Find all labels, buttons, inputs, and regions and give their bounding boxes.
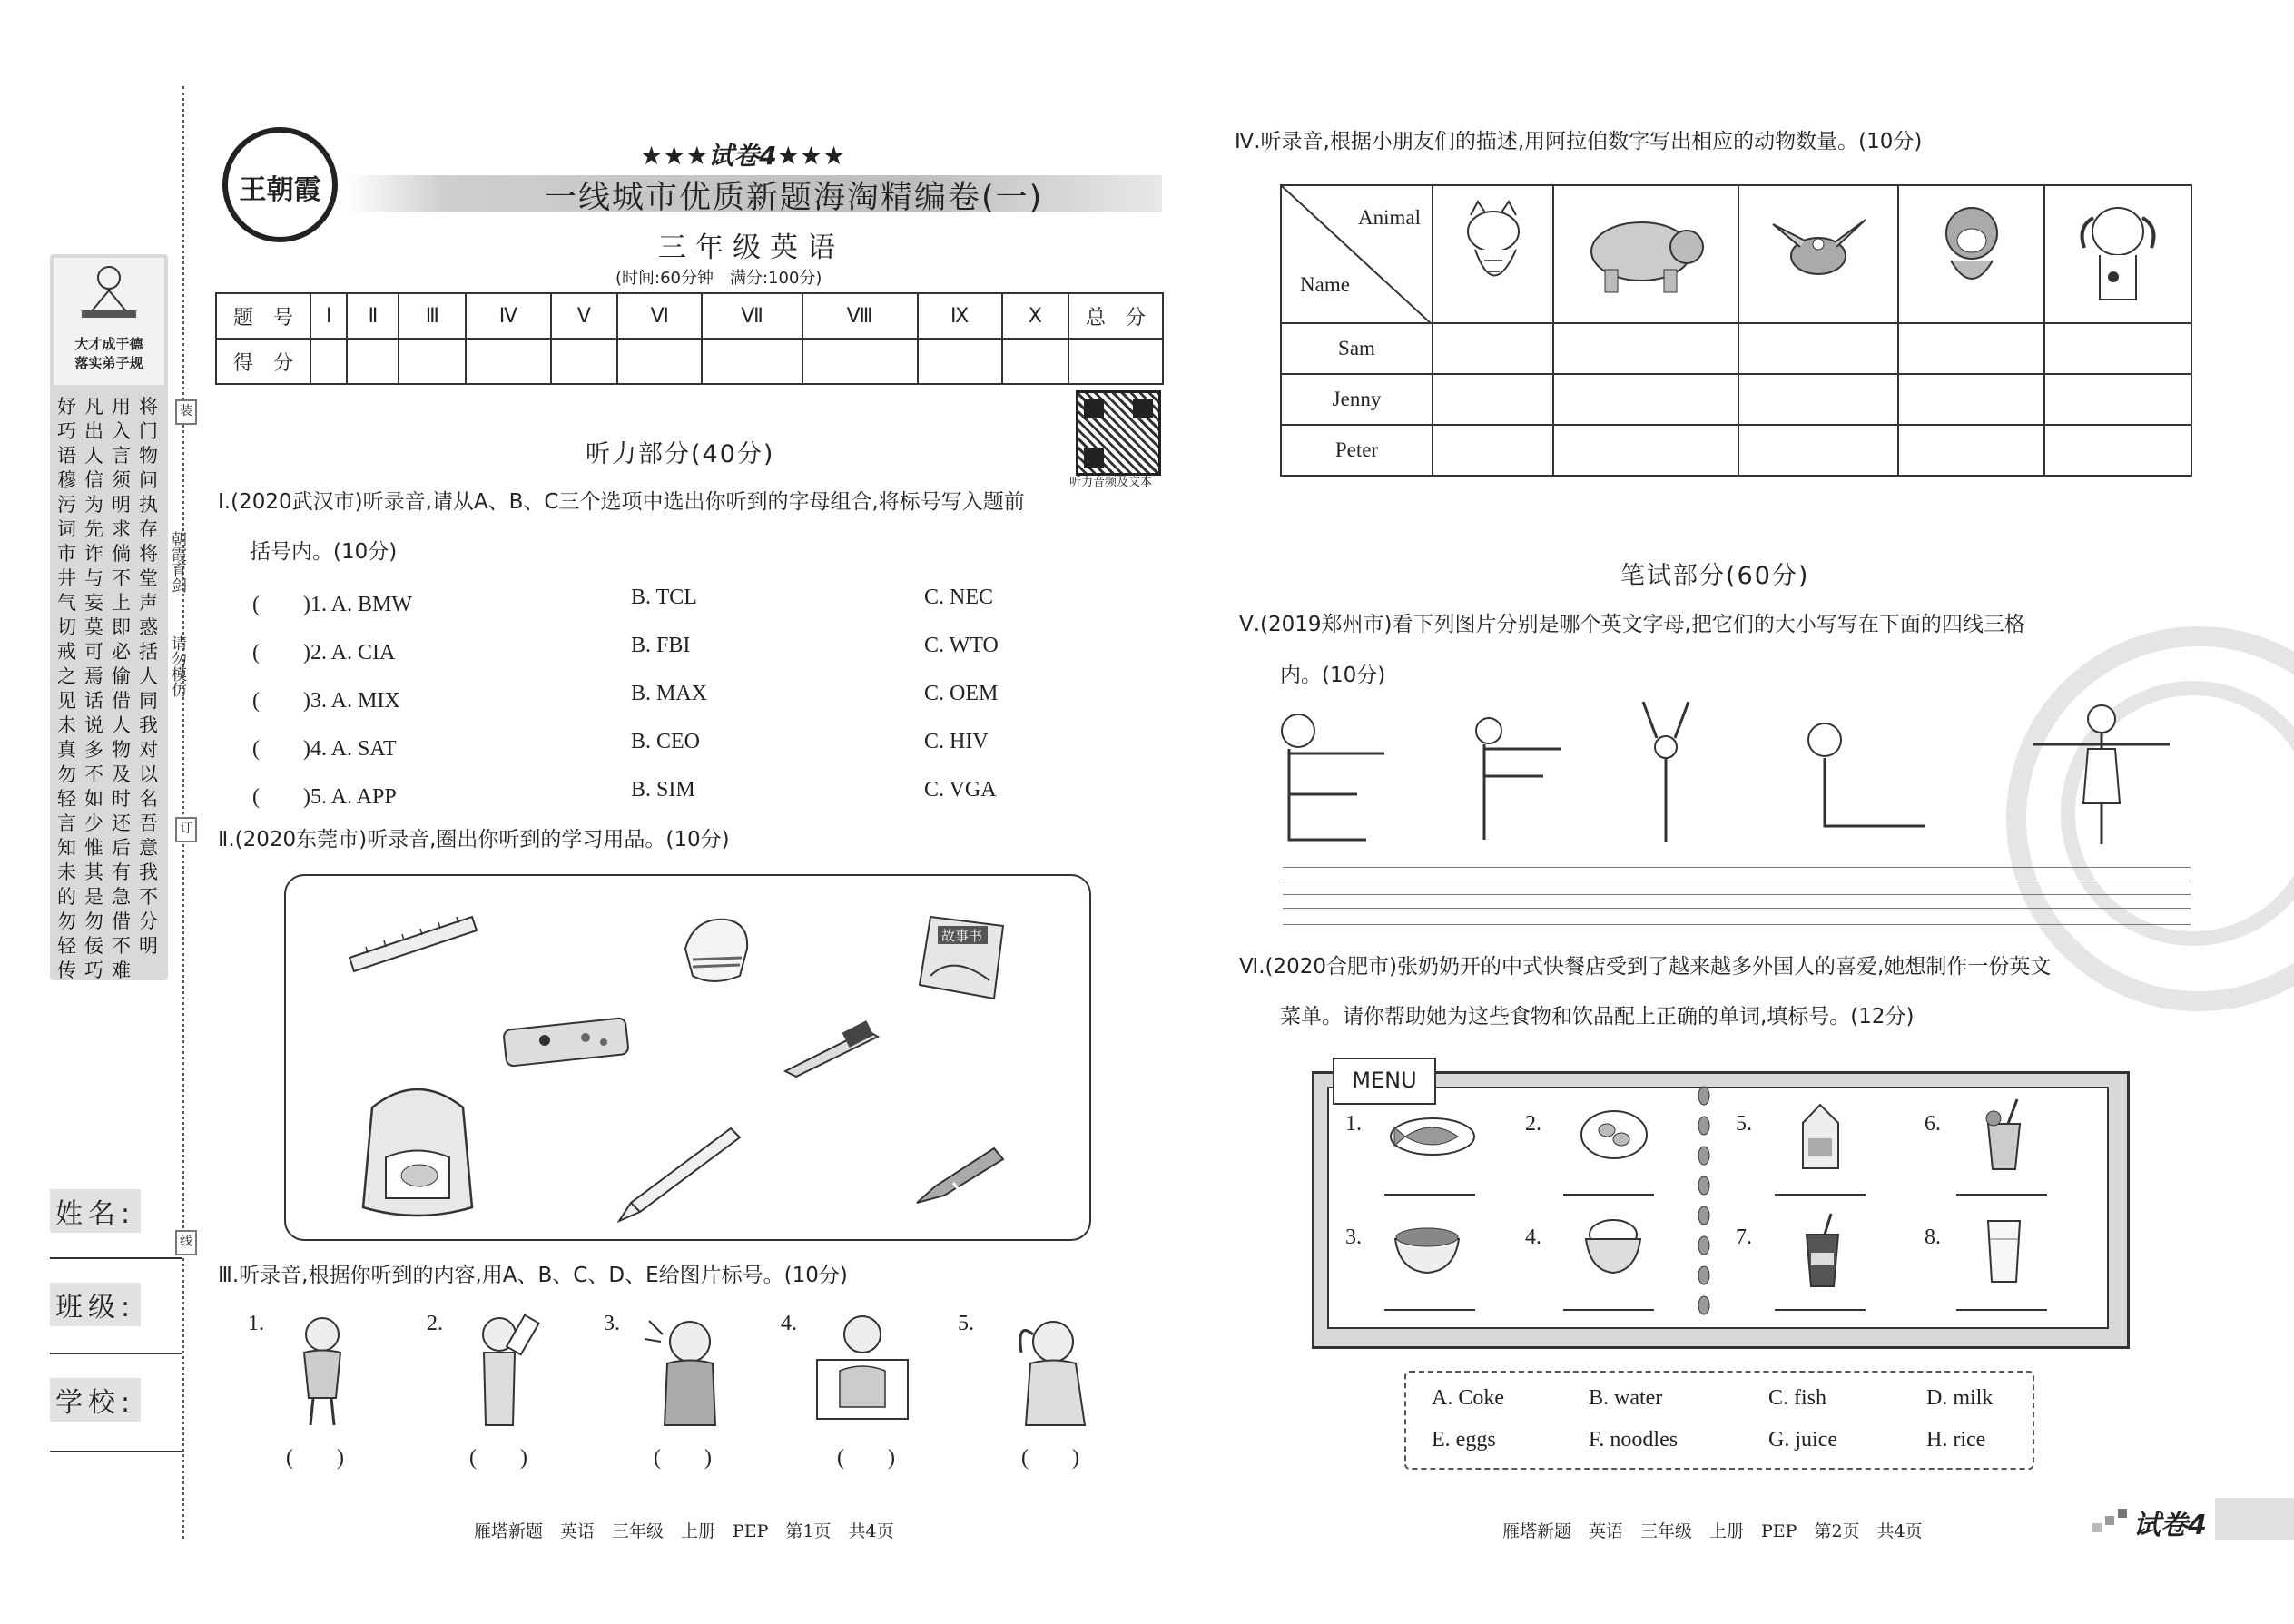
q1-item-c: C. HIV (924, 730, 989, 753)
score-table (215, 292, 1164, 385)
animal-header-row (1281, 185, 2191, 323)
bird-icon (1764, 206, 1873, 297)
menu-number: 5. (1736, 1112, 1752, 1136)
eggs-dish-icon (1578, 1103, 1650, 1162)
child-stomachache-illustration (272, 1307, 372, 1430)
menu-number: 6. (1925, 1112, 1941, 1136)
ruler-icon[interactable] (345, 908, 481, 980)
word-option: A. Coke (1432, 1386, 1504, 1410)
q1-item-c: C. NEC (924, 586, 994, 609)
q1-item-b: B. CEO (631, 730, 701, 753)
pencil-case-icon[interactable] (499, 1015, 635, 1069)
word-option: F. noodles (1589, 1428, 1679, 1452)
count-cell[interactable] (1553, 323, 1738, 374)
animal-cell-bear (1553, 185, 1738, 323)
score-cell[interactable] (466, 339, 551, 384)
q5-text-2: 内。(10分) (1280, 664, 1386, 687)
eraser-icon[interactable] (676, 912, 758, 989)
count-cell[interactable] (1433, 323, 1553, 374)
child-drinking-illustration (458, 1307, 558, 1430)
count-cell[interactable] (1433, 425, 1553, 476)
binding-mark: 线 (175, 1230, 197, 1255)
q3-answer-paren[interactable]: ( ) (837, 1446, 895, 1470)
menu-answer-line[interactable] (1384, 1309, 1475, 1311)
water-glass-icon (1984, 1216, 2024, 1284)
menu-number: 7. (1736, 1225, 1752, 1249)
q3-answer-paren[interactable]: ( ) (654, 1446, 712, 1470)
binding-mark: 装 (175, 399, 197, 425)
four-line-grid[interactable] (1283, 867, 2191, 930)
dog-icon (2068, 195, 2168, 309)
qr-caption: 听力音频及文本 (1069, 476, 1153, 489)
q1-text-2: 括号内。(10分) (250, 540, 398, 564)
menu-number: 1. (1345, 1112, 1362, 1136)
count-cell[interactable] (1553, 374, 1738, 425)
q1-item-a: ( )2. A. CIA (252, 641, 396, 664)
score-col: Ⅸ (918, 293, 1002, 339)
count-cell[interactable] (1738, 425, 1898, 476)
storybook-icon[interactable] (912, 903, 1012, 1008)
q3-number: 1. (248, 1312, 264, 1335)
q1-item-b: B. FBI (631, 634, 691, 657)
menu-number: 4. (1525, 1225, 1541, 1249)
menu-number: 8. (1925, 1225, 1941, 1249)
footer-left: 雁塔新题 英语 三年级 上册 PEP 第1页 共4页 (474, 1521, 894, 1541)
score-row-label: 得 分 (216, 339, 310, 384)
corner-bar (2215, 1498, 2294, 1540)
row-name: Jenny (1281, 374, 1433, 425)
animal-row (1281, 323, 2191, 374)
score-cell[interactable] (399, 339, 466, 384)
q2-text: Ⅱ.(2020东莞市)听录音,圈出你听到的学习用品。(10分) (218, 828, 730, 851)
cat-icon (1452, 197, 1534, 306)
q3-number: 3. (604, 1312, 620, 1335)
q3-number: 2. (427, 1312, 443, 1335)
q3-answer-paren[interactable]: ( ) (1021, 1446, 1079, 1470)
paper-title: 一线城市优质新题海淘精编卷(一) (545, 180, 1044, 216)
motto-header-line1: 大才成于德 (74, 336, 143, 352)
paper-label: ★★★试卷4★★★ (640, 141, 846, 171)
q3-answer-paren[interactable]: ( ) (286, 1446, 344, 1470)
q3-answer-paren[interactable]: ( ) (469, 1446, 527, 1470)
name-line[interactable] (50, 1257, 182, 1259)
body-letter-f-illustration (1462, 713, 1570, 849)
header-animal-label: Animal (1358, 206, 1421, 229)
score-header-label: 题 号 (216, 293, 310, 339)
paper-tag: 试卷4 (2133, 1510, 2207, 1541)
q1-item-a: ( )3. A. MIX (252, 689, 400, 713)
q1-item-a: ( )4. A. SAT (252, 737, 397, 761)
fish-dish-icon (1387, 1109, 1478, 1159)
header-name-label: Name (1300, 273, 1350, 296)
listening-heading: 听力部分(40分) (586, 440, 775, 468)
word-option: C. fish (1768, 1386, 1827, 1410)
row-name: Peter (1281, 425, 1433, 476)
count-cell[interactable] (1898, 425, 2045, 476)
q3-number: 4. (781, 1312, 797, 1335)
score-col: Ⅲ (399, 293, 466, 339)
motto-column: 凡出人 信为先 诈与妄 莫可焉 话说多 不如少 惟其是 勿佞巧 (84, 396, 103, 981)
class-label: 班级: (50, 1283, 141, 1326)
motto-header (54, 258, 164, 385)
menu-answer-line[interactable] (1775, 1309, 1866, 1311)
score-cell[interactable] (702, 339, 802, 384)
q1-item-c: C. WTO (924, 634, 999, 657)
body-letter-l-illustration (1788, 717, 1934, 844)
binding-line (182, 86, 184, 1539)
word-option: H. rice (1926, 1428, 1986, 1452)
score-col: Ⅵ (617, 293, 702, 339)
menu-number: 2. (1525, 1112, 1541, 1136)
count-cell[interactable] (1738, 374, 1898, 425)
score-cell[interactable] (1068, 339, 1163, 384)
warning-text: 请勿模仿 (168, 635, 186, 697)
score-col: Ⅶ (702, 293, 802, 339)
school-line[interactable] (50, 1451, 182, 1452)
q1-item-c: C. VGA (924, 778, 997, 802)
rice-bowl-icon (1581, 1216, 1645, 1275)
score-cell[interactable] (347, 339, 399, 384)
corner-squares-icon (2092, 1507, 2129, 1534)
q6-text-2: 菜单。请你帮助她为这些食物和饮品配上正确的单词,填标号。(12分) (1280, 1005, 1915, 1029)
animal-count-table (1280, 184, 2192, 477)
animal-cell-monkey (1898, 185, 2045, 323)
q5-text: Ⅴ.(2019郑州市)看下列图片分别是哪个英文字母,把它们的大小写写在下面的四线三格 (1239, 613, 2025, 636)
diagonal-header-cell (1281, 185, 1433, 323)
motto-column: 用入言 须明求 倘不上 即必偷 借人物 及时还 后有急 借不难 (112, 396, 131, 981)
noodles-bowl-icon (1391, 1221, 1463, 1275)
body-letter-e-illustration (1266, 708, 1393, 853)
milk-carton-icon (1796, 1100, 1846, 1173)
child-headache-illustration (635, 1307, 735, 1430)
class-line[interactable] (50, 1353, 182, 1354)
menu-number: 3. (1345, 1225, 1362, 1249)
menu-answer-line[interactable] (1384, 1194, 1475, 1196)
qr-code-icon[interactable] (1076, 390, 1161, 476)
q4-text: Ⅳ.听录音,根据小朋友们的描述,用阿拉伯数字写出相应的动物数量。(10分) (1235, 130, 1923, 153)
count-cell[interactable] (2044, 374, 2191, 425)
animal-cell-cat (1433, 185, 1553, 323)
menu-answer-line[interactable] (1563, 1309, 1654, 1311)
score-col: Ⅷ (802, 293, 918, 339)
count-cell[interactable] (1898, 374, 2045, 425)
monkey-icon (1922, 197, 2022, 306)
man-touching-head-illustration (999, 1307, 1117, 1430)
logo-text: 王朝霞 (239, 174, 321, 206)
q1-text: Ⅰ.(2020武汉市)听录音,请从A、B、C三个选项中选出你听到的字母组合,将标号写入题前 (218, 490, 1025, 514)
q6-text: Ⅵ.(2020合肥市)张奶奶开的中式快餐店受到了越来越多外国人的喜爱,她想制作一份英文 (1239, 955, 2052, 979)
count-cell[interactable] (2044, 425, 2191, 476)
count-cell[interactable] (2044, 323, 2191, 374)
motto-header-line2: 落实弟子规 (74, 355, 143, 371)
coke-cup-icon (1802, 1212, 1843, 1289)
exam-info: (时间:60分钟 满分:100分) (615, 269, 822, 288)
score-cell[interactable] (617, 339, 702, 384)
q1-item-a: ( )1. A. BMW (252, 593, 412, 616)
footer-right: 雁塔新题 英语 三年级 上册 PEP 第2页 共4页 (1502, 1521, 1923, 1541)
crayon-icon[interactable] (908, 1139, 1008, 1212)
menu-tab: MENU (1333, 1058, 1436, 1105)
score-cell[interactable] (310, 339, 347, 384)
q1-item-c: C. OEM (924, 682, 999, 705)
schoolbag-icon[interactable] (345, 1071, 490, 1225)
storybook-label: 故事书 (941, 928, 983, 944)
stamp-text: 朝霞育剑 (168, 531, 186, 593)
pencil-icon[interactable] (608, 1121, 744, 1230)
binding-mark: 订 (175, 817, 197, 842)
animal-row (1281, 425, 2191, 476)
written-heading: 笔试部分(60分) (1620, 562, 1810, 590)
q1-item-b: B. TCL (631, 586, 697, 609)
score-cell[interactable] (551, 339, 617, 384)
score-cell[interactable] (802, 339, 918, 384)
body-letter-y-illustration (1625, 697, 1707, 851)
score-col: Ⅰ (310, 293, 347, 339)
school-label: 学校: (50, 1378, 141, 1422)
score-col-total: 总 分 (1068, 293, 1163, 339)
name-label: 姓名: (50, 1189, 141, 1233)
word-option: D. milk (1926, 1386, 1994, 1410)
body-letter-t-illustration (2029, 699, 2174, 853)
grade-subject-title: 三年级英语 (658, 231, 844, 264)
q1-item-b: B. SIM (631, 778, 695, 802)
count-cell[interactable] (1738, 323, 1898, 374)
row-name: Sam (1281, 323, 1433, 374)
bear-icon (1582, 202, 1709, 301)
word-option: B. water (1589, 1386, 1663, 1410)
motto-column: 妤巧语 穆污词 市井气 切戒之 见未真 勿轻言 知未的 勿轻传 (57, 396, 76, 981)
score-cell[interactable] (918, 339, 1002, 384)
q3-number: 5. (958, 1312, 974, 1335)
scholar-illustration-icon (73, 258, 145, 330)
score-col: Ⅱ (347, 293, 399, 339)
word-option: G. juice (1768, 1428, 1837, 1452)
score-table-row (216, 293, 1163, 339)
motto-column: 将门物 问执存 将堂 声惑括 人同我 对以名 吾意我 不分明 (139, 396, 158, 957)
q3-text: Ⅲ.听录音,根据你听到的内容,用A、B、C、D、E给图片标号。(10分) (218, 1264, 848, 1287)
child-reading-illustration (812, 1307, 921, 1430)
menu-answer-line[interactable] (1956, 1309, 2047, 1311)
menu-answer-line[interactable] (1563, 1194, 1654, 1196)
score-cell[interactable] (1002, 339, 1068, 384)
animal-row (1281, 374, 2191, 425)
brand-logo (222, 127, 338, 242)
pen-icon[interactable] (776, 1017, 885, 1080)
juice-cup-icon (1979, 1097, 2029, 1174)
word-option: E. eggs (1432, 1428, 1496, 1452)
q1-item-b: B. MAX (631, 682, 708, 705)
count-cell[interactable] (1433, 374, 1553, 425)
menu-answer-line[interactable] (1956, 1194, 2047, 1196)
score-col: Ⅴ (551, 293, 617, 339)
score-table-row (216, 339, 1163, 384)
animal-cell-dog (2044, 185, 2191, 323)
count-cell[interactable] (1898, 323, 2045, 374)
menu-answer-line[interactable] (1775, 1194, 1866, 1196)
score-col: Ⅳ (466, 293, 551, 339)
score-col: Ⅹ (1002, 293, 1068, 339)
q1-item-a: ( )5. A. APP (252, 785, 397, 809)
leaf-divider (1690, 1085, 1718, 1330)
animal-cell-bird (1738, 185, 1898, 323)
count-cell[interactable] (1553, 425, 1738, 476)
